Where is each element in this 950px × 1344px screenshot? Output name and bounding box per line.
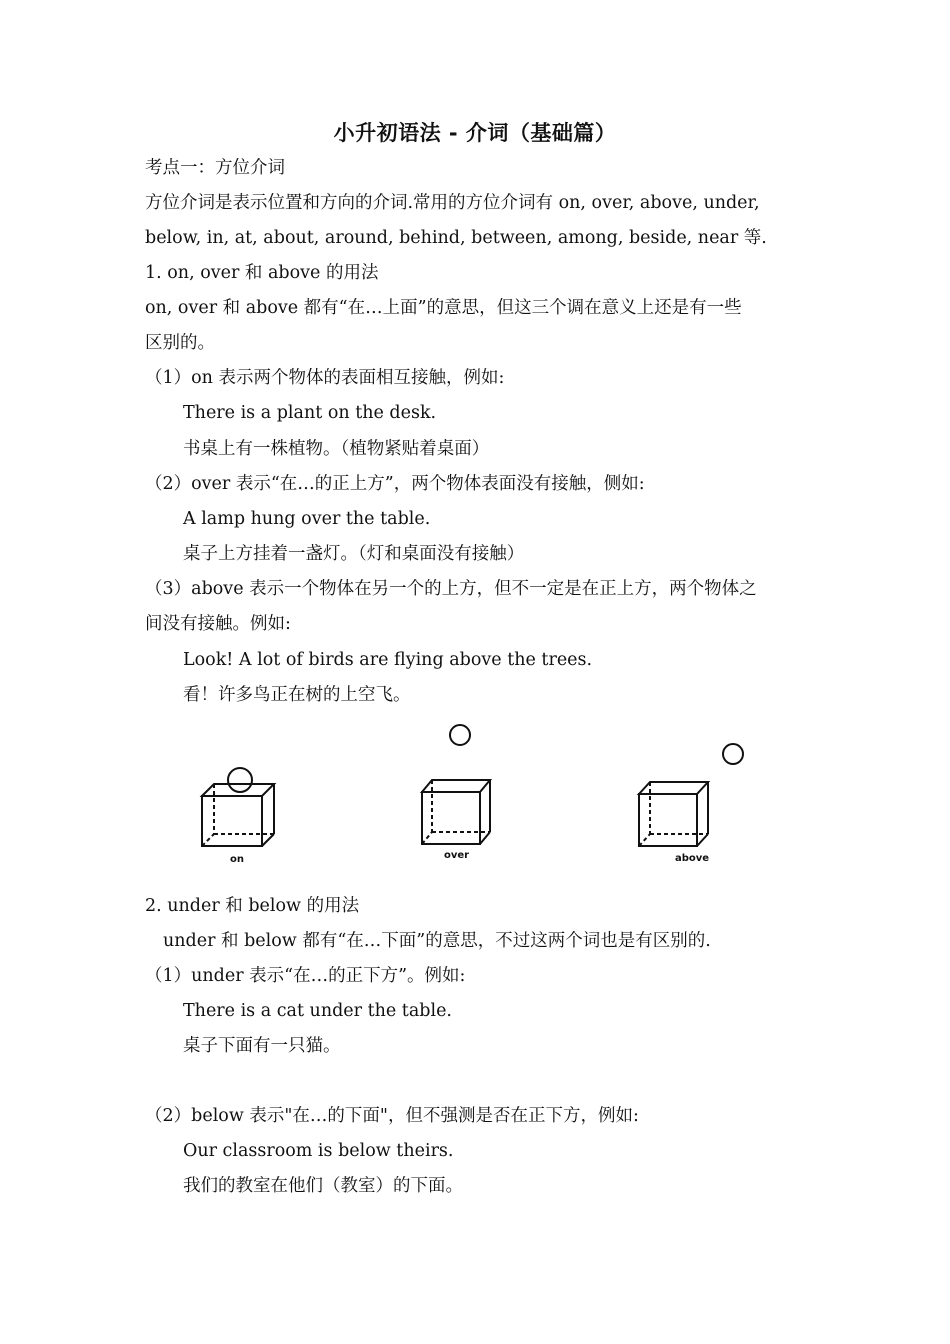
- page-title: 小升初语法 - 介词（基础篇）: [333, 121, 617, 145]
- example-chinese: 桌子上方挂着一盏灯。（灯和桌面没有接触）: [183, 544, 525, 564]
- ball-over-icon: [450, 725, 470, 745]
- example-english: There is a cat under the table.: [183, 1001, 452, 1021]
- preposition-illustration: [190, 718, 770, 878]
- usage-point: 间没有接触。例如:: [145, 614, 291, 634]
- ball-above-icon: [723, 744, 743, 764]
- usage-point: （2）over 表示“在…的正上方”，两个物体表面没有接触，侧如:: [145, 474, 645, 494]
- example-chinese: 桌子下面有一只猫。: [183, 1036, 341, 1056]
- paragraph-line: under 和 below 都有“在…下面”的意思，不过这两个词也是有区别的.: [163, 931, 711, 951]
- example-chinese: 书桌上有一株植物。（植物紧贴着桌面）: [183, 439, 490, 459]
- example-english: Our classroom is below theirs.: [183, 1141, 454, 1161]
- paragraph-line: on, over 和 above 都有“在…上面”的意思，但这三个调在意义上还是有一些: [145, 298, 742, 318]
- usage-point: （1）on 表示两个物体的表面相互接触，例如:: [145, 368, 505, 388]
- subsection-heading: 1. on, over 和 above 的用法: [145, 263, 379, 283]
- over-diagram: [422, 725, 490, 844]
- example-english: Look! A lot of birds are flying above the trees.: [183, 650, 593, 670]
- usage-point: （2）below 表示"在…的下面"，但不强测是否在正下方，例如:: [145, 1106, 639, 1126]
- diagram-label: on: [230, 854, 244, 865]
- diagram-label: above: [675, 853, 710, 864]
- section-heading: 考点一：方位介词: [145, 158, 285, 178]
- example-chinese: 我们的教室在他们（教室）的下面。: [183, 1176, 463, 1196]
- intro-text-line: below, in, at, about, around, behind, between, among, beside, near 等.: [145, 228, 767, 248]
- example-english: There is a plant on the desk.: [183, 403, 437, 423]
- above-diagram: [639, 744, 743, 846]
- diagram-label: over: [444, 850, 470, 861]
- usage-point: （1）under 表示“在…的正下方”。例如:: [145, 966, 466, 986]
- on-diagram: [202, 768, 274, 846]
- paragraph-line: 区别的。: [145, 333, 215, 353]
- example-chinese: 看！许多鸟正在树的上空飞。: [183, 685, 411, 705]
- example-english: A lamp hung over the table.: [183, 509, 431, 529]
- intro-text-line: 方位介词是表示位置和方向的介词.常用的方位介词有 on, over, above, under,: [145, 193, 760, 213]
- subsection-heading: 2. under 和 below 的用法: [145, 896, 360, 916]
- usage-point: （3）above 表示一个物体在另一个的上方，但不一定是在正上方，两个物体之: [145, 579, 757, 599]
- ball-on-icon: [228, 768, 252, 792]
